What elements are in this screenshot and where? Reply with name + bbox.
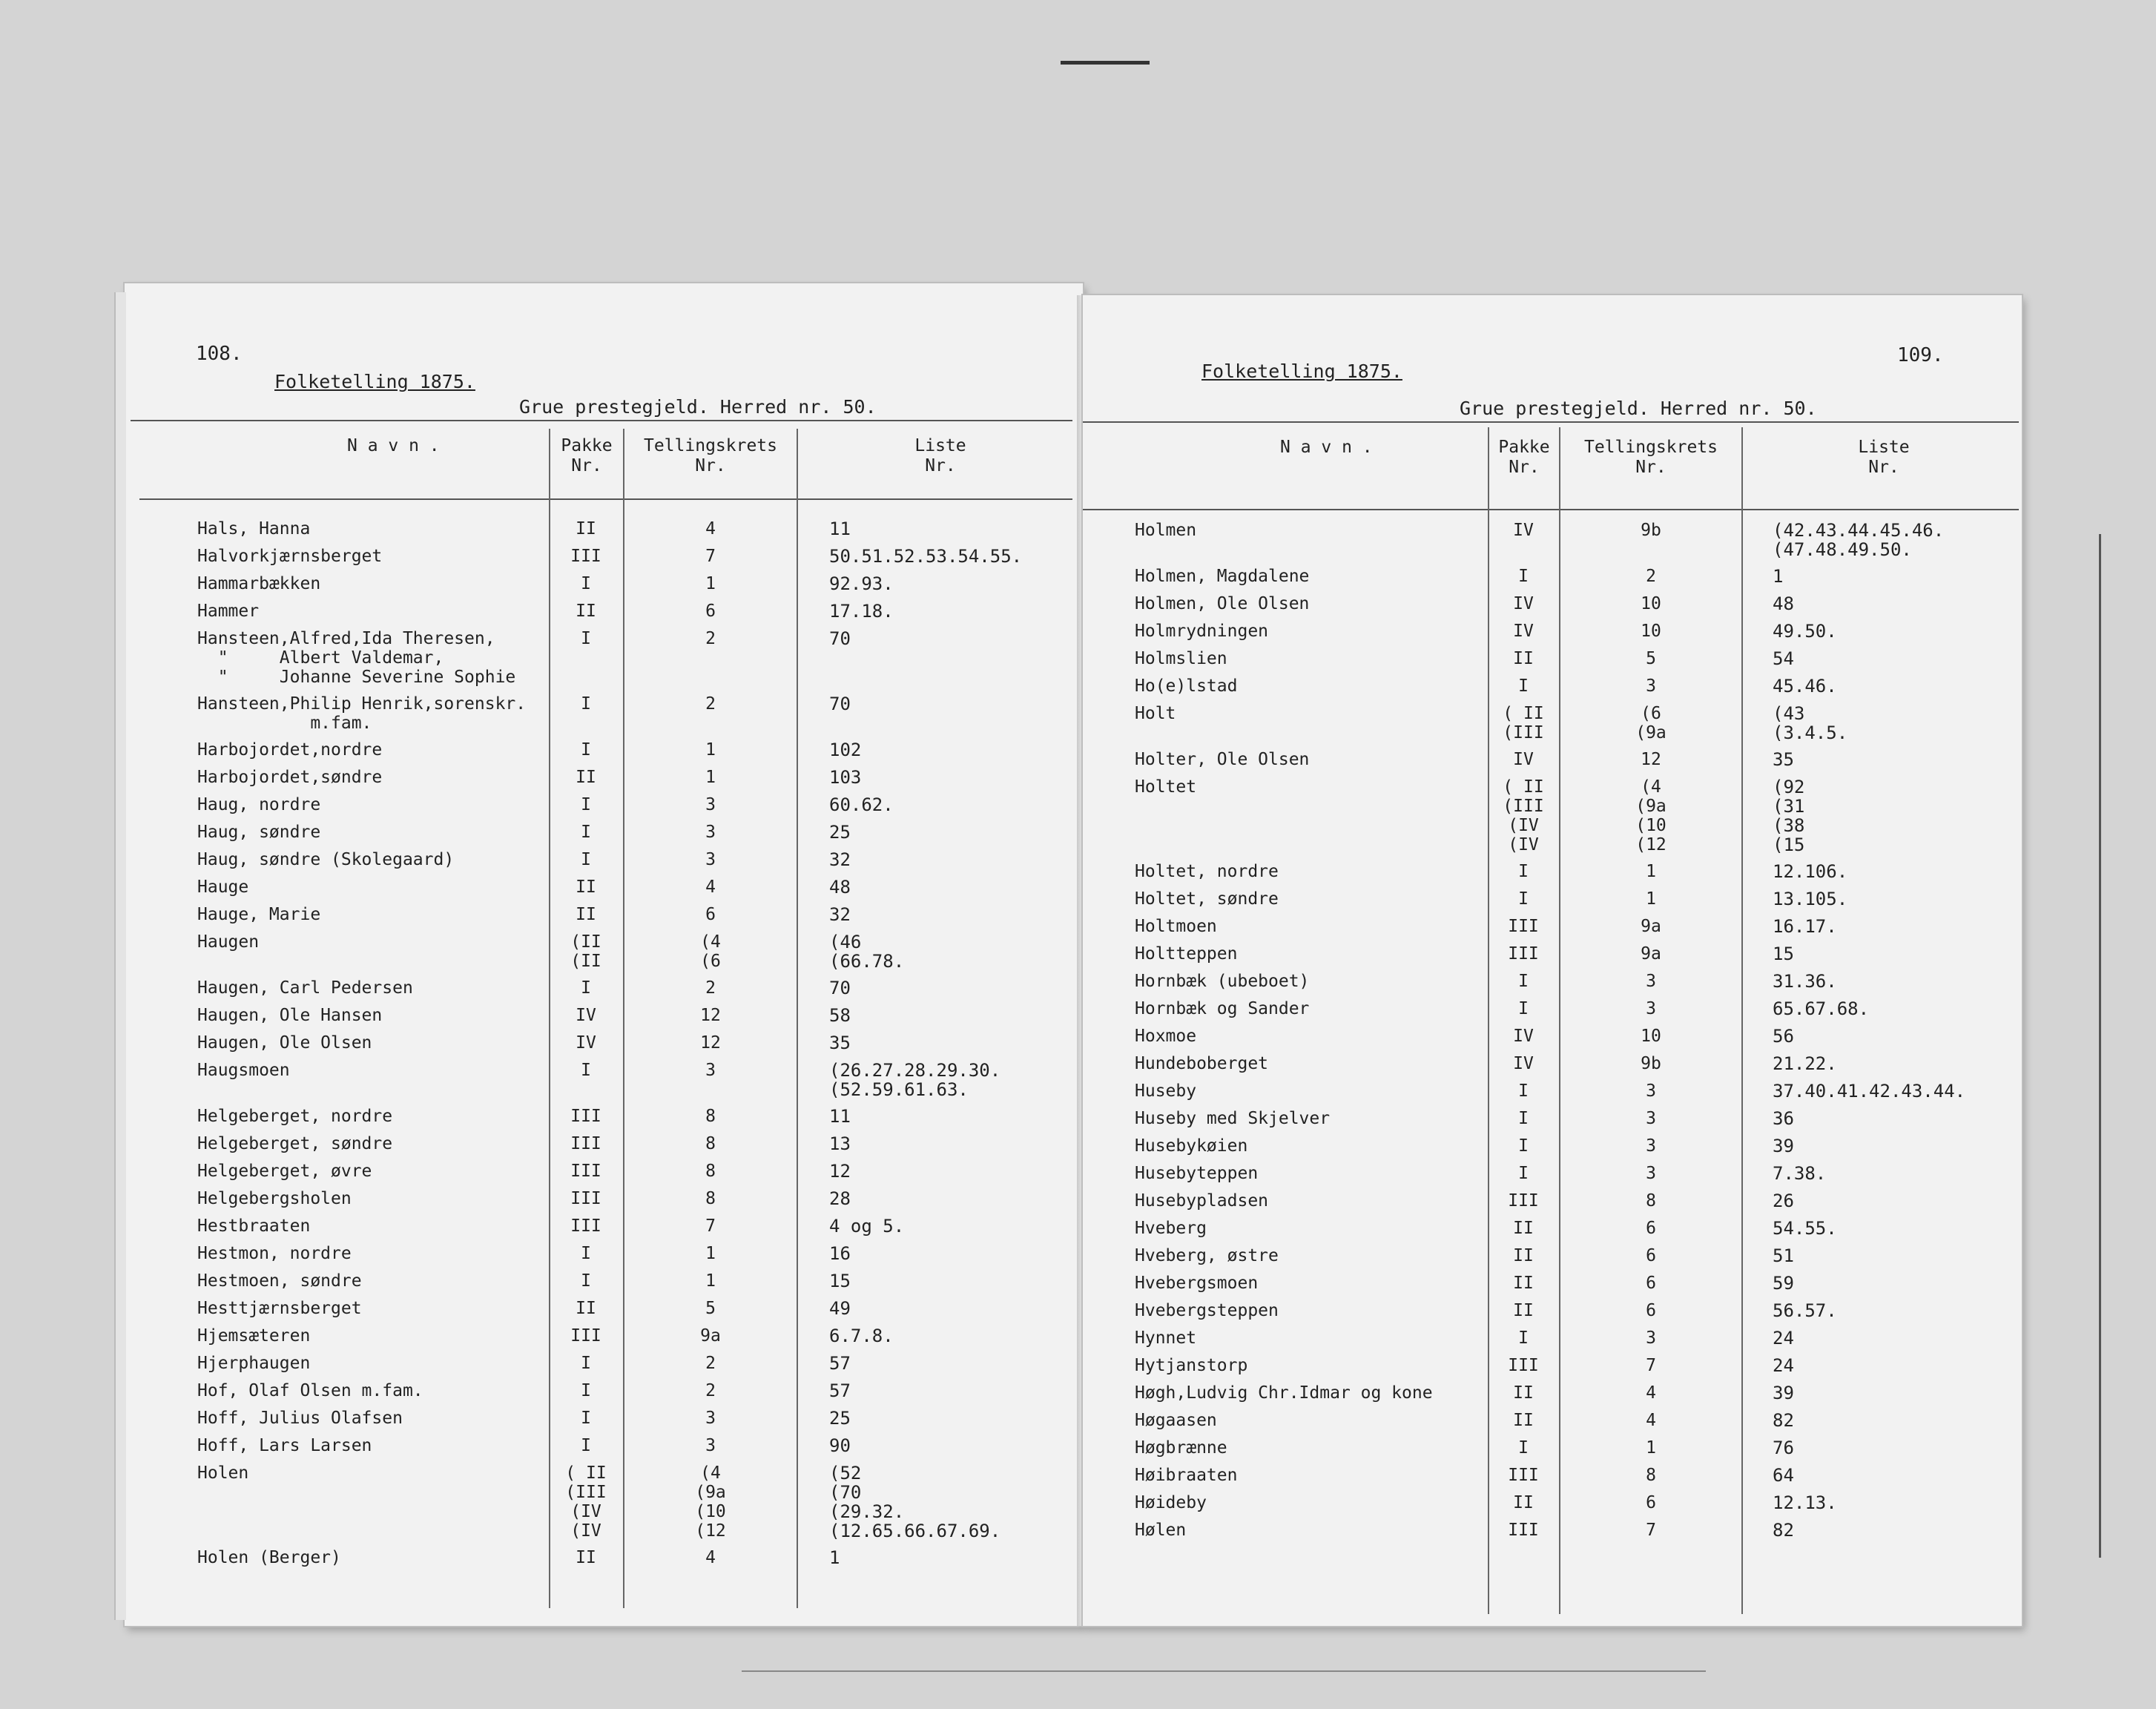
entry-tellingskrets: 6 <box>1646 1219 1656 1238</box>
entry-name: Holtet <box>1135 777 1197 797</box>
entry-pakke: I <box>581 978 591 998</box>
entry-pakke: II <box>1513 1246 1534 1265</box>
page-title: Folketelling 1875. <box>274 371 475 392</box>
entry-name: Holtet, søndre <box>1135 889 1279 909</box>
entry-tellingskrets: 9b <box>1641 1054 1661 1073</box>
entry-pakke: I <box>1518 676 1529 696</box>
column-divider <box>623 429 624 1608</box>
entry-name: Hammarbækken <box>197 574 321 593</box>
page-number: 109. <box>1897 344 1944 366</box>
entry-liste: 60.62. <box>829 794 894 815</box>
entry-name: Husebykøien <box>1135 1136 1248 1156</box>
entry-liste: 45.46. <box>1773 676 1837 697</box>
entry-tellingskrets: 12 <box>1641 750 1661 769</box>
entry-pakke: ( II (III (IV (IV <box>565 1463 607 1541</box>
page-number: 108. <box>196 343 243 365</box>
entry-name: Haugen, Carl Pedersen <box>197 978 413 998</box>
entry-pakke: II <box>576 1548 596 1567</box>
entry-tellingskrets: 5 <box>705 1299 716 1318</box>
entry-pakke: IV <box>576 1006 596 1025</box>
entry-pakke: I <box>581 1436 591 1455</box>
entry-pakke: III <box>1508 1466 1539 1485</box>
entry-tellingskrets: 3 <box>1646 1328 1656 1348</box>
entry-tellingskrets: 6 <box>1646 1493 1656 1512</box>
entry-liste: 17.18. <box>829 601 894 622</box>
left-page <box>125 283 1083 1626</box>
entry-name: Haug, søndre (Skolegaard) <box>197 850 455 869</box>
entry-liste: 26 <box>1773 1191 1794 1211</box>
entry-pakke: II <box>1513 1219 1534 1238</box>
entry-name: Hoff, Lars Larsen <box>197 1436 372 1455</box>
entry-tellingskrets: 9b <box>1641 521 1661 540</box>
entry-liste: 37.40.41.42.43.44. <box>1773 1081 1966 1102</box>
entry-liste: 11 <box>829 518 851 539</box>
entry-name: Hynnet <box>1135 1328 1197 1348</box>
entry-tellingskrets: 4 <box>705 1548 716 1567</box>
entry-name: Harbojordet,søndre <box>197 768 383 787</box>
entry-tellingskrets: 9a <box>700 1326 721 1346</box>
entry-pakke: III <box>570 1107 601 1126</box>
entry-pakke: III <box>570 1326 601 1346</box>
entry-liste: 54 <box>1773 648 1794 669</box>
header-tellingskrets: Tellingskrets Nr. <box>643 436 777 475</box>
entry-liste: 70 <box>829 694 851 714</box>
entry-tellingskrets: 1 <box>1646 862 1656 881</box>
entry-pakke: I <box>1518 889 1529 909</box>
entry-pakke: I <box>1518 1438 1529 1458</box>
entry-liste: 82 <box>1773 1410 1794 1431</box>
entry-tellingskrets: 8 <box>705 1107 716 1126</box>
entry-pakke: I <box>581 1271 591 1291</box>
entry-tellingskrets: 4 <box>705 877 716 897</box>
entry-tellingskrets: 2 <box>705 629 716 648</box>
right-page <box>1083 295 2022 1626</box>
entry-liste: 39 <box>1773 1136 1794 1156</box>
entry-name: Høideby <box>1135 1493 1207 1512</box>
entry-name: Holen <box>197 1463 249 1483</box>
header-liste: Liste Nr. <box>914 436 966 475</box>
entry-pakke: I <box>1518 1328 1529 1348</box>
entry-tellingskrets: 10 <box>1641 1027 1661 1046</box>
scan-mark-bottom <box>742 1670 1706 1672</box>
entry-name: Hoff, Julius Olafsen <box>197 1409 403 1428</box>
entry-name: Haugen, Ole Olsen <box>197 1033 372 1053</box>
entry-tellingskrets: 5 <box>1646 649 1656 668</box>
entry-pakke: IV <box>1513 750 1534 769</box>
entry-tellingskrets: 12 <box>700 1033 721 1053</box>
entry-liste: 32 <box>829 849 851 870</box>
entry-liste: 48 <box>829 877 851 898</box>
header-pakke: Pakke Nr. <box>561 436 613 475</box>
entry-name: Høgaasen <box>1135 1411 1217 1430</box>
entry-liste: 32 <box>829 904 851 925</box>
header-pakke: Pakke Nr. <box>1498 438 1550 477</box>
entry-liste: 70 <box>829 978 851 998</box>
entry-pakke: I <box>581 850 591 869</box>
entry-name: Holmen <box>1135 521 1197 540</box>
entry-pakke: II <box>576 602 596 621</box>
entry-liste: 65.67.68. <box>1773 998 1870 1019</box>
entry-name: Holtet, nordre <box>1135 862 1279 881</box>
entry-pakke: ( II (III <box>1503 704 1544 742</box>
entry-liste: 1 <box>1773 566 1784 587</box>
entry-name: Høibraaten <box>1135 1466 1238 1485</box>
entry-liste: 11 <box>829 1106 851 1127</box>
entry-pakke: II <box>1513 1274 1534 1293</box>
entry-liste: 58 <box>829 1005 851 1026</box>
entry-name: Husebypladsen <box>1135 1191 1269 1211</box>
header-liste: Liste Nr. <box>1858 438 1910 477</box>
entry-pakke: IV <box>1513 622 1534 641</box>
entry-tellingskrets: 1 <box>705 740 716 760</box>
entry-liste: 57 <box>829 1380 851 1401</box>
entry-tellingskrets: 8 <box>705 1189 716 1208</box>
entry-tellingskrets: 4 <box>1646 1383 1656 1403</box>
entry-name: Hjerphaugen <box>197 1354 311 1373</box>
entry-pakke: I <box>1518 972 1529 991</box>
entry-pakke: I <box>1518 862 1529 881</box>
entry-pakke: I <box>581 694 591 714</box>
entry-liste: 50.51.52.53.54.55. <box>829 546 1023 567</box>
entry-pakke: III <box>1508 944 1539 964</box>
entry-name: Høgh,Ludvig Chr.Idmar og kone <box>1135 1383 1433 1403</box>
entry-liste: 36 <box>1773 1108 1794 1129</box>
entry-name: Hansteen,Alfred,Ida Theresen, " Albert Valdemar, " Johanne Severine Sophie <box>197 629 516 687</box>
page-subtitle: Grue prestegjeld. Herred nr. 50. <box>1460 398 1817 419</box>
entry-liste: 7.38. <box>1773 1163 1827 1184</box>
entry-tellingskrets: 3 <box>1646 1164 1656 1183</box>
entry-name: Hveberg <box>1135 1219 1207 1238</box>
entry-name: Helgebergsholen <box>197 1189 352 1208</box>
entry-name: Helgeberget, søndre <box>197 1134 393 1153</box>
entry-liste: 51 <box>1773 1245 1794 1266</box>
entry-name: Helgeberget, øvre <box>197 1162 372 1181</box>
entry-tellingskrets: 9a <box>1641 944 1661 964</box>
entry-pakke: (II (II <box>570 932 601 971</box>
entry-liste: 25 <box>829 1408 851 1429</box>
entry-tellingskrets: 3 <box>705 850 716 869</box>
entry-liste: 12.106. <box>1773 861 1848 882</box>
entry-pakke: IV <box>576 1033 596 1053</box>
entry-liste: 25 <box>829 822 851 843</box>
entry-pakke: I <box>1518 1136 1529 1156</box>
entry-tellingskrets: 10 <box>1641 594 1661 613</box>
entry-pakke: III <box>570 547 601 566</box>
entry-tellingskrets: 7 <box>705 1216 716 1236</box>
entry-name: Høgbrænne <box>1135 1438 1227 1458</box>
entry-name: Holtmoen <box>1135 917 1217 936</box>
entry-tellingskrets: (4 (6 <box>700 932 721 971</box>
header-bottom-rule <box>139 498 1072 500</box>
scan-mark-side <box>2099 534 2101 1558</box>
entry-tellingskrets: 1 <box>705 1244 716 1263</box>
entry-pakke: II <box>576 905 596 924</box>
entry-tellingskrets: 1 <box>1646 889 1656 909</box>
entry-tellingskrets: 4 <box>1646 1411 1656 1430</box>
entry-pakke: I <box>581 1244 591 1263</box>
entry-liste: (92 (31 (38 (15 <box>1773 777 1805 855</box>
entry-liste: 49.50. <box>1773 621 1837 642</box>
entry-liste: 35 <box>829 1033 851 1053</box>
entry-pakke: III <box>1508 1521 1539 1540</box>
entry-liste: 59 <box>1773 1273 1794 1294</box>
entry-tellingskrets: 1 <box>705 768 716 787</box>
entry-tellingskrets: 8 <box>705 1162 716 1181</box>
entry-pakke: II <box>1513 1301 1534 1320</box>
entry-pakke: III <box>1508 1191 1539 1211</box>
entry-tellingskrets: 3 <box>1646 1081 1656 1101</box>
entry-name: Hauge, Marie <box>197 905 321 924</box>
entry-tellingskrets: 8 <box>1646 1191 1656 1211</box>
entry-name: Hvebergsteppen <box>1135 1301 1279 1320</box>
entry-liste: 28 <box>829 1188 851 1209</box>
entry-liste: 16.17. <box>1773 916 1837 937</box>
entry-liste: (42.43.44.45.46. (47.48.49.50. <box>1773 520 1945 560</box>
entry-pakke: IV <box>1513 1027 1534 1046</box>
entry-name: Holter, Ole Olsen <box>1135 750 1310 769</box>
entry-liste: 102 <box>829 740 862 760</box>
entry-pakke: I <box>581 1409 591 1428</box>
entry-tellingskrets: 3 <box>1646 999 1656 1018</box>
entry-tellingskrets: 3 <box>705 1061 716 1080</box>
entry-tellingskrets: 1 <box>705 1271 716 1291</box>
entry-pakke: III <box>570 1216 601 1236</box>
entry-liste: 54.55. <box>1773 1218 1837 1239</box>
entry-tellingskrets: 9a <box>1641 917 1661 936</box>
entry-tellingskrets: 3 <box>1646 1136 1656 1156</box>
entry-liste: 103 <box>829 767 862 788</box>
entry-tellingskrets: 1 <box>705 574 716 593</box>
entry-tellingskrets: 12 <box>700 1006 721 1025</box>
header-top-rule <box>1083 421 2019 423</box>
entry-pakke: I <box>581 574 591 593</box>
entry-tellingskrets: 8 <box>705 1134 716 1153</box>
entry-liste: (52 (70 (29.32. (12.65.66.67.69. <box>829 1463 1001 1541</box>
entry-liste: 48 <box>1773 593 1794 614</box>
entry-name: Holmrydningen <box>1135 622 1269 641</box>
header-top-rule <box>131 420 1072 421</box>
entry-tellingskrets: 3 <box>705 823 716 842</box>
entry-tellingskrets: 6 <box>1646 1301 1656 1320</box>
entry-name: Hvebergsmoen <box>1135 1274 1259 1293</box>
entry-name: Hof, Olaf Olsen m.fam. <box>197 1381 423 1400</box>
entry-name: Hals, Hanna <box>197 519 311 539</box>
entry-liste: 15 <box>829 1271 851 1291</box>
entry-liste: 6.7.8. <box>829 1326 894 1346</box>
entry-pakke: I <box>581 1381 591 1400</box>
entry-liste: 12 <box>829 1161 851 1182</box>
column-divider <box>797 429 798 1608</box>
entry-liste: 39 <box>1773 1383 1794 1403</box>
entry-tellingskrets: 6 <box>705 905 716 924</box>
entry-pakke: II <box>1513 1383 1534 1403</box>
entry-pakke: III <box>570 1189 601 1208</box>
entry-pakke: II <box>1513 649 1534 668</box>
entry-liste: 70 <box>829 628 851 649</box>
entry-liste: 92.93. <box>829 573 894 594</box>
entry-name: Haug, søndre <box>197 823 321 842</box>
entry-name: Holen (Berger) <box>197 1548 341 1567</box>
entry-name: Huseby med Skjelver <box>1135 1109 1331 1128</box>
entry-liste: 1 <box>829 1547 840 1568</box>
entry-name: Helgeberget, nordre <box>197 1107 393 1126</box>
entry-liste: 13.105. <box>1773 889 1848 909</box>
entry-name: Hjemsæteren <box>197 1326 311 1346</box>
entry-name: Haugsmoen <box>197 1061 290 1080</box>
header-name: N a v n . <box>1280 438 1373 457</box>
entry-tellingskrets: 6 <box>1646 1246 1656 1265</box>
entry-name: Hølen <box>1135 1521 1187 1540</box>
entry-pakke: I <box>1518 999 1529 1018</box>
entry-name: Halvorkjærnsberget <box>197 547 383 566</box>
entry-pakke: I <box>581 1061 591 1080</box>
entry-name: Harbojordet,nordre <box>197 740 383 760</box>
entry-pakke: III <box>570 1162 601 1181</box>
entry-tellingskrets: 6 <box>1646 1274 1656 1293</box>
entry-name: Hansteen,Philip Henrik,sorenskr. m.fam. <box>197 694 527 733</box>
entry-name: Hytjanstorp <box>1135 1356 1248 1375</box>
entry-liste: 24 <box>1773 1355 1794 1376</box>
entry-name: Haug, nordre <box>197 795 321 814</box>
entry-pakke: I <box>581 629 591 648</box>
entry-name: Hammer <box>197 602 260 621</box>
page-subtitle: Grue prestegjeld. Herred nr. 50. <box>519 396 877 418</box>
entry-pakke: I <box>581 823 591 842</box>
entry-liste: 56.57. <box>1773 1300 1837 1321</box>
scan-mark-top <box>1061 61 1150 65</box>
entry-liste: 49 <box>829 1298 851 1319</box>
entry-tellingskrets: 4 <box>705 519 716 539</box>
entry-tellingskrets: 3 <box>1646 676 1656 696</box>
entry-pakke: IV <box>1513 594 1534 613</box>
entry-liste: 56 <box>1773 1026 1794 1047</box>
entry-liste: 82 <box>1773 1520 1794 1541</box>
entry-name: Husebyteppen <box>1135 1164 1259 1183</box>
entry-tellingskrets: 1 <box>1646 1438 1656 1458</box>
entry-tellingskrets: 10 <box>1641 622 1661 641</box>
entry-name: Haugen <box>197 932 260 952</box>
entry-pakke: III <box>570 1134 601 1153</box>
entry-tellingskrets: 3 <box>705 1436 716 1455</box>
entry-pakke: IV <box>1513 521 1534 540</box>
entry-pakke: IV <box>1513 1054 1534 1073</box>
entry-pakke: III <box>1508 917 1539 936</box>
column-divider <box>1559 427 1560 1614</box>
entry-name: Hestmon, nordre <box>197 1244 352 1263</box>
entry-liste: 76 <box>1773 1438 1794 1458</box>
entry-tellingskrets: 2 <box>1646 567 1656 586</box>
header-name: N a v n . <box>347 436 440 455</box>
entry-liste: 24 <box>1773 1328 1794 1349</box>
entry-liste: 4 og 5. <box>829 1216 905 1237</box>
entry-name: Holmen, Magdalene <box>1135 567 1310 586</box>
entry-tellingskrets: 2 <box>705 694 716 714</box>
entry-tellingskrets: 2 <box>705 978 716 998</box>
entry-name: Haugen, Ole Hansen <box>197 1006 383 1025</box>
entry-pakke: II <box>576 1299 596 1318</box>
entry-tellingskrets: (4 (9a (10 (12 <box>1635 777 1667 854</box>
entry-pakke: I <box>581 795 591 814</box>
entry-tellingskrets: 3 <box>705 795 716 814</box>
entry-name: Holt <box>1135 704 1176 723</box>
entry-tellingskrets: (4 (9a (10 (12 <box>695 1463 726 1541</box>
entry-name: Hesttjærnsberget <box>197 1299 362 1318</box>
entry-pakke: I <box>1518 1109 1529 1128</box>
entry-pakke: I <box>1518 567 1529 586</box>
entry-name: Hornbæk og Sander <box>1135 999 1310 1018</box>
header-tellingskrets: Tellingskrets Nr. <box>1583 438 1718 477</box>
entry-liste: 15 <box>1773 944 1794 964</box>
entry-liste: 16 <box>829 1243 851 1264</box>
entry-name: Hornbæk (ubeboet) <box>1135 972 1310 991</box>
entry-liste: 35 <box>1773 749 1794 770</box>
entry-tellingskrets: 3 <box>1646 1109 1656 1128</box>
entry-name: Holmen, Ole Olsen <box>1135 594 1310 613</box>
entry-liste: (43 (3.4.5. <box>1773 703 1848 743</box>
entry-liste: 64 <box>1773 1465 1794 1486</box>
entry-name: Hoxmoe <box>1135 1027 1197 1046</box>
entry-tellingskrets: 3 <box>1646 972 1656 991</box>
entry-liste: 90 <box>829 1435 851 1456</box>
entry-pakke: II <box>1513 1493 1534 1512</box>
header-bottom-rule <box>1083 509 2019 510</box>
entry-name: Holmslien <box>1135 649 1227 668</box>
entry-tellingskrets: 7 <box>1646 1521 1656 1540</box>
entry-name: Hauge <box>197 877 249 897</box>
entry-liste: (26.27.28.29.30. (52.59.61.63. <box>829 1060 1001 1100</box>
entry-liste: 21.22. <box>1773 1053 1837 1074</box>
entry-liste: 31.36. <box>1773 971 1837 992</box>
column-divider <box>1741 427 1743 1614</box>
entry-pakke: III <box>1508 1356 1539 1375</box>
entry-pakke: I <box>1518 1164 1529 1183</box>
entry-liste: 13 <box>829 1133 851 1154</box>
entry-pakke: II <box>576 877 596 897</box>
entry-tellingskrets: 3 <box>705 1409 716 1428</box>
entry-name: Hestmoen, søndre <box>197 1271 362 1291</box>
entry-pakke: I <box>1518 1081 1529 1101</box>
page-title: Folketelling 1875. <box>1201 360 1402 382</box>
entry-name: Huseby <box>1135 1081 1197 1101</box>
entry-liste: (46 (66.78. <box>829 932 905 972</box>
entry-liste: 57 <box>829 1353 851 1374</box>
entry-pakke: II <box>1513 1411 1534 1430</box>
entry-tellingskrets: 2 <box>705 1354 716 1373</box>
entry-tellingskrets: 7 <box>1646 1356 1656 1375</box>
entry-name: Ho(e)lstad <box>1135 676 1238 696</box>
entry-tellingskrets: 2 <box>705 1381 716 1400</box>
entry-pakke: II <box>576 519 596 539</box>
entry-name: Holtteppen <box>1135 944 1238 964</box>
entry-tellingskrets: 8 <box>1646 1466 1656 1485</box>
entry-name: Hveberg, østre <box>1135 1246 1279 1265</box>
entry-tellingskrets: 7 <box>705 547 716 566</box>
entry-pakke: II <box>576 768 596 787</box>
entry-name: Hundeboberget <box>1135 1054 1269 1073</box>
entry-liste: 12.13. <box>1773 1492 1837 1513</box>
entry-pakke: I <box>581 740 591 760</box>
entry-pakke: I <box>581 1354 591 1373</box>
entry-tellingskrets: (6 (9a <box>1635 704 1667 742</box>
entry-pakke: ( II (III (IV (IV <box>1503 777 1544 854</box>
entry-name: Hestbraaten <box>197 1216 311 1236</box>
entry-tellingskrets: 6 <box>705 602 716 621</box>
